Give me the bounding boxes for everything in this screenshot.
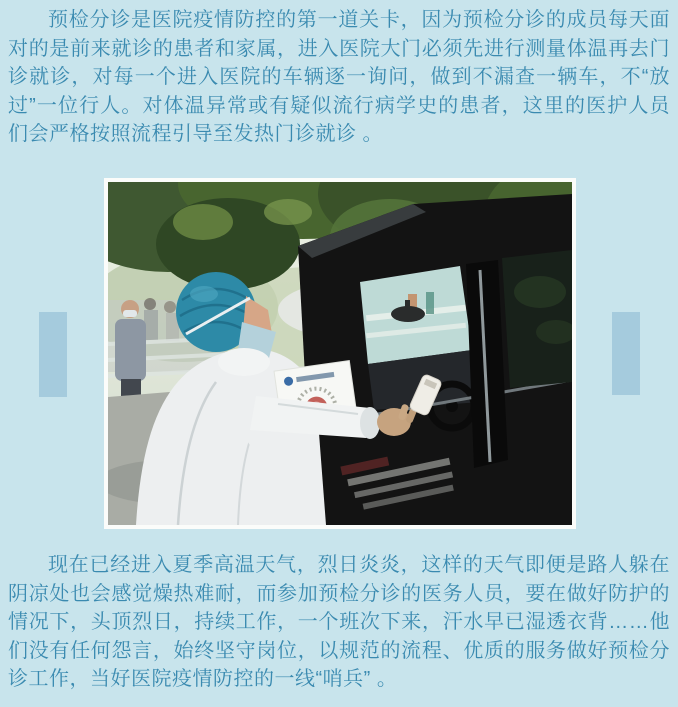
paragraph-summer: 现在已经进入夏季高温天气，烈日炎炎，这样的天气即便是路人躲在阴凉处也会感觉燥热难耐，而参加预检分诊的医务人员，要在做好防护的情况下，头顶烈日，持续工作，一个班次下来，汗水早已湿透衣背……他们没有任何怨言，始终坚守岗位，以规范的流程、优质的服务做好预检分诊工作，当好医院疫情防控的一线“哨兵” 。: [8, 554, 670, 690]
black-car: [298, 194, 572, 525]
image-carousel: [0, 170, 678, 535]
paragraph-intro: 预检分诊是医院疫情防控的第一道关卡，因为预检分诊的成员每天面对的是前来就诊的患者和家属，进入医院大门必须先进行测量体温再去门诊就诊，对每一个进入医院的车辆逐一询问，做到不漏查一辆车，不“放过”一位行人。对体温异常或有疑似流行病学史的患者，这里的医护人员们会严格按照流程引导至发热门诊就诊 。: [8, 9, 670, 145]
carousel-prev-button[interactable]: [39, 312, 67, 397]
triage-photo[interactable]: [104, 178, 576, 529]
triage-photo-illustration: [108, 182, 572, 525]
carousel-next-button[interactable]: [612, 312, 640, 395]
